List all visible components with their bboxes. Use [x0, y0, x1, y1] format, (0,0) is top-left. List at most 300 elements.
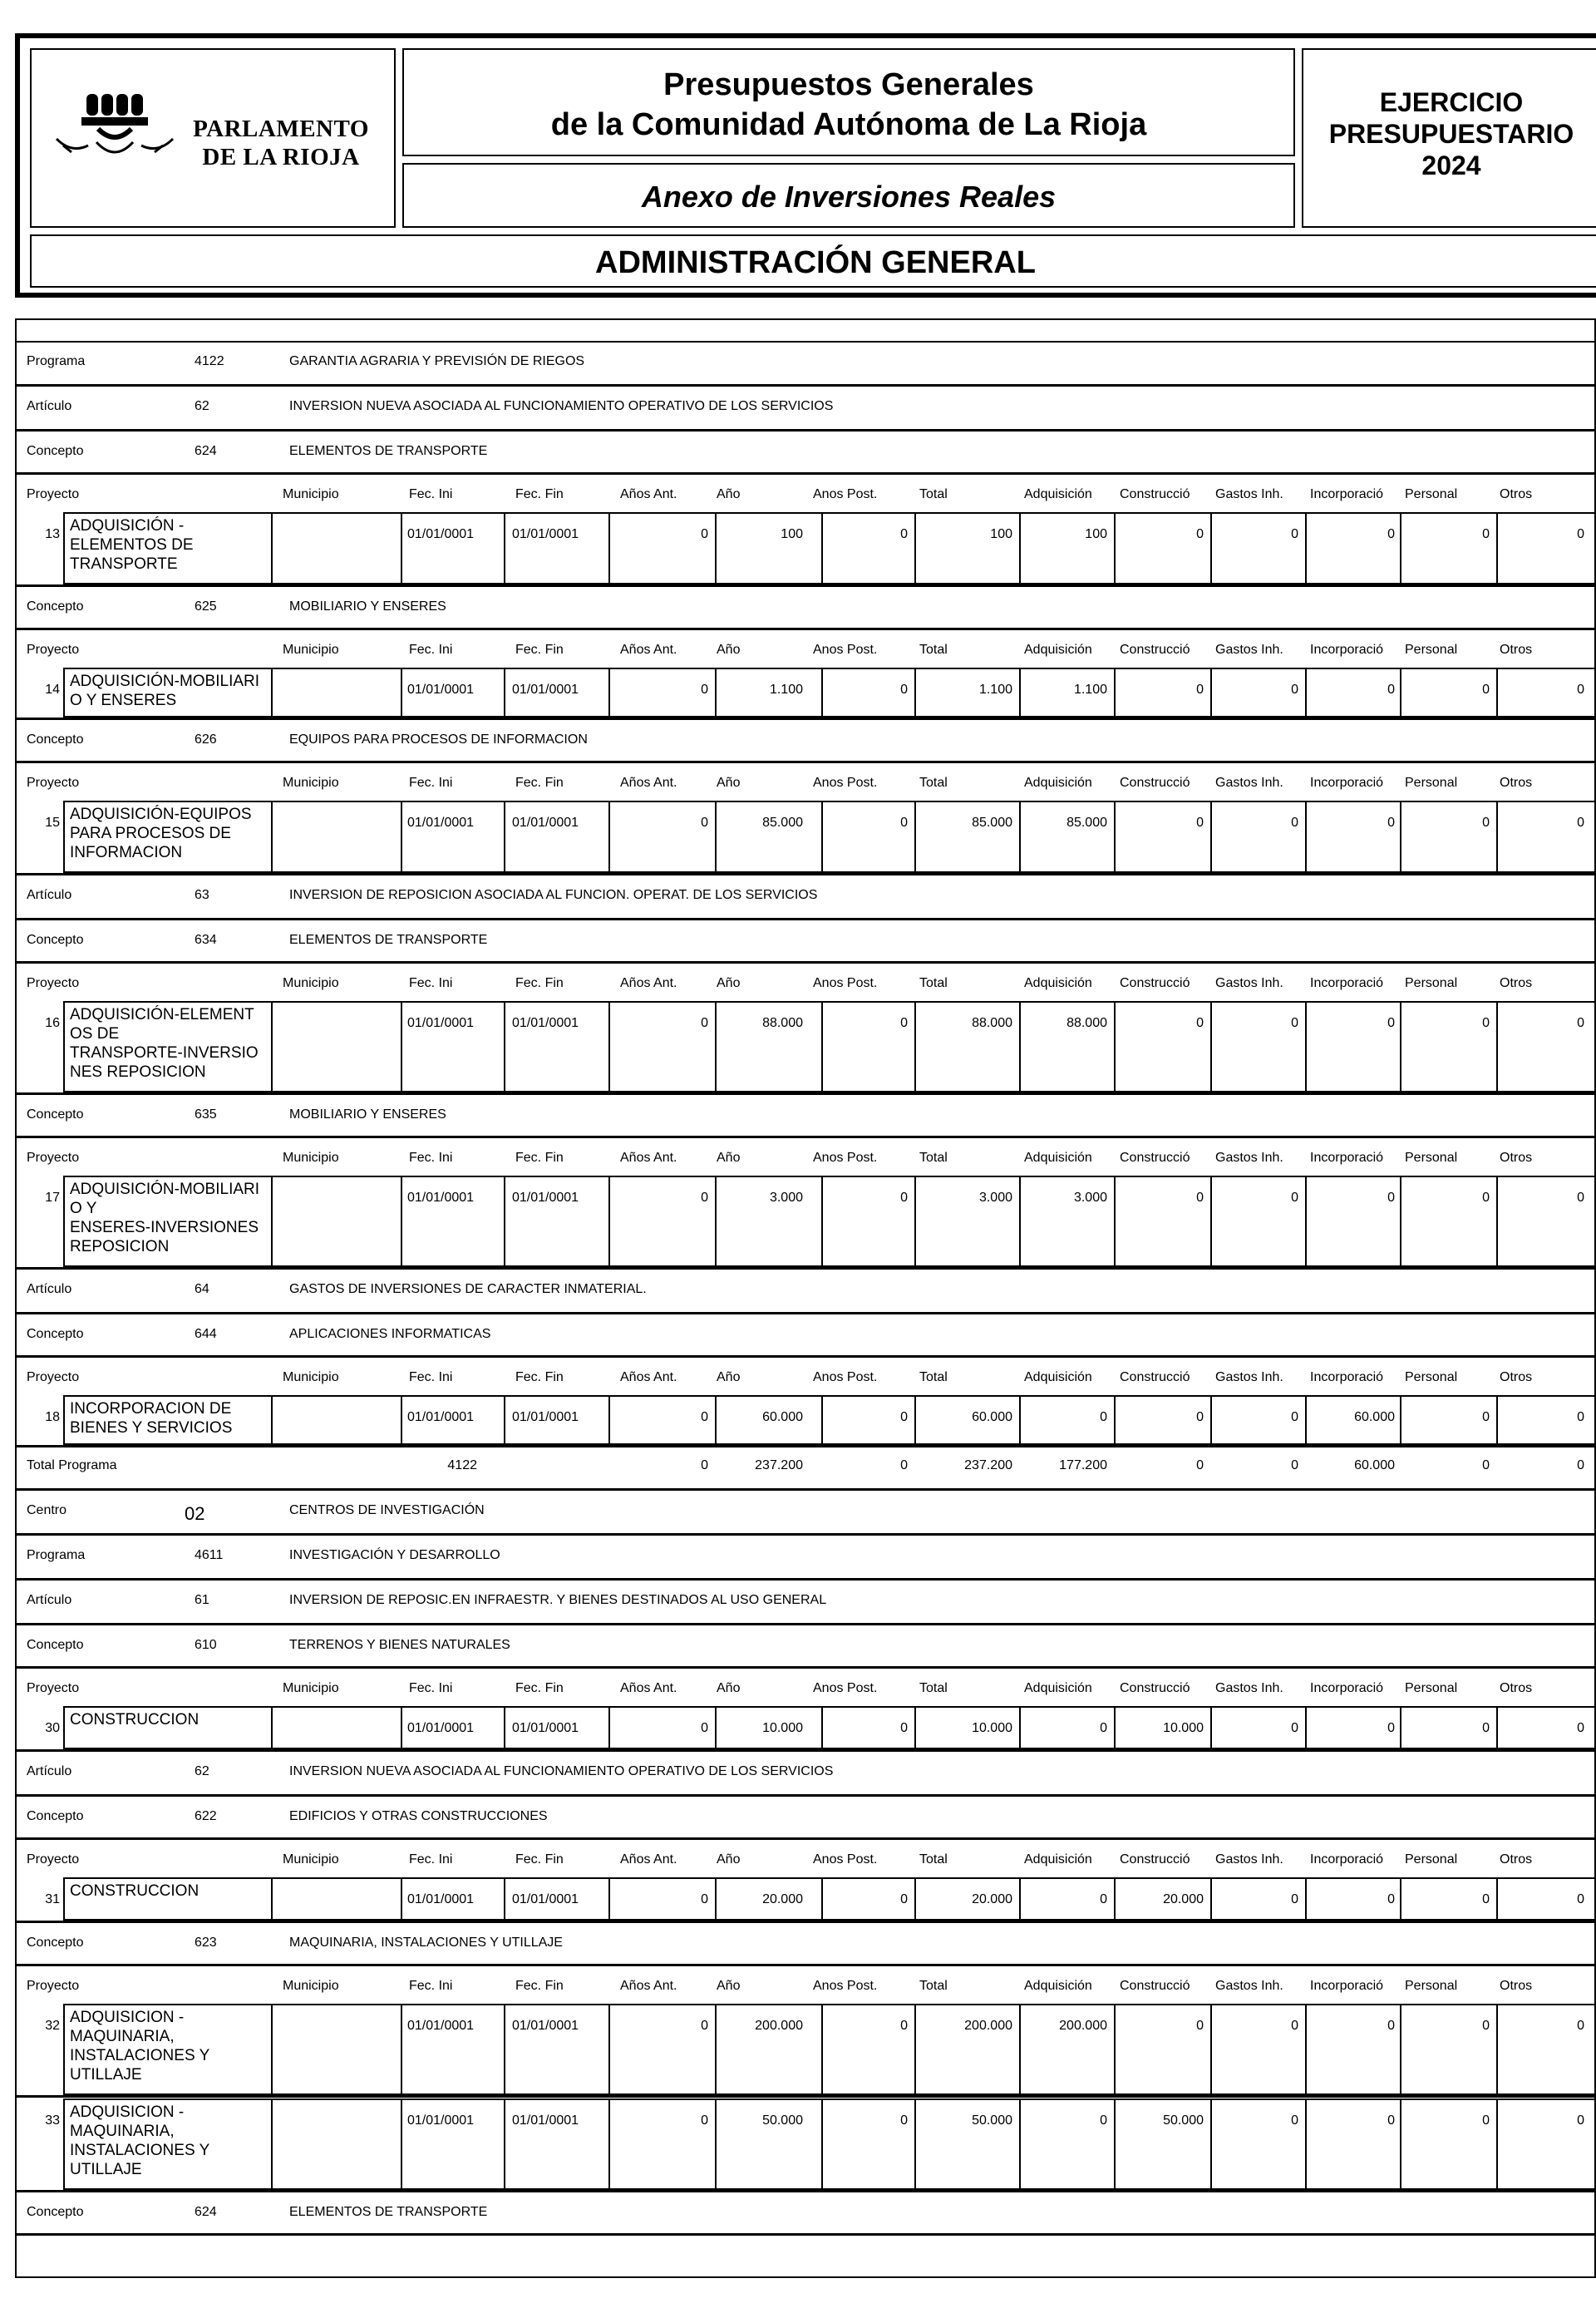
row-rule [15, 918, 1596, 920]
row-rule [15, 584, 1596, 587]
col-header-a-o: Año [717, 1151, 741, 1165]
concepto-description: ELEMENTOS DE TRANSPORTE [289, 933, 488, 947]
project-value: 0 [701, 1410, 708, 1424]
project-name-line: TRANSPORTE [70, 555, 178, 573]
project-cell [914, 1176, 1021, 1267]
project-cell [401, 2098, 505, 2190]
project-value: 0 [1482, 1191, 1490, 1205]
col-header-construcci-: Construcció [1120, 1681, 1190, 1695]
project-name-line: ADQUISICION - [70, 2103, 185, 2121]
col-header-total: Total [919, 1852, 948, 1867]
project-cell [1305, 1176, 1401, 1267]
col-header-construcci-: Construcció [1120, 487, 1190, 501]
col-header-construcci-: Construcció [1120, 776, 1190, 790]
project-number: 18 [45, 1410, 60, 1424]
col-header-proyecto: Proyecto [27, 1151, 80, 1165]
col-header-total: Total [919, 1681, 948, 1695]
project-cell [401, 801, 505, 873]
project-cell [1496, 1176, 1596, 1267]
programa-description: INVESTIGACIÓN Y DESARROLLO [289, 1548, 500, 1562]
total-value: 0 [1482, 1458, 1490, 1472]
project-start-date: 01/01/0001 [407, 2019, 475, 2033]
project-cell [1400, 1001, 1498, 1092]
concepto-description: ELEMENTOS DE TRANSPORTE [289, 2205, 488, 2219]
project-start-date: 01/01/0001 [407, 683, 475, 697]
concepto-code: 623 [195, 1936, 217, 1950]
concepto-label: Concepto [27, 599, 84, 614]
project-value: 0 [900, 816, 908, 830]
logo-box [30, 48, 396, 228]
project-value: 3.000 [978, 1191, 1012, 1205]
project-value: 3.000 [1073, 1191, 1107, 1205]
concepto-description: TERRENOS Y BIENES NATURALES [289, 1638, 510, 1652]
project-value: 0 [1196, 527, 1204, 541]
subtitle: Anexo de Inversiones Reales [641, 180, 1057, 214]
project-value: 0 [1100, 1892, 1107, 1906]
col-header-adquisici-n: Adquisición [1024, 1151, 1092, 1165]
project-value: 0 [701, 1892, 708, 1906]
concepto-label: Concepto [27, 1638, 84, 1652]
project-cell [715, 801, 823, 873]
concepto-label: Concepto [27, 1809, 84, 1823]
project-value: 1.100 [978, 683, 1012, 697]
col-header-construcci-: Construcció [1120, 1370, 1190, 1384]
project-cell [504, 2098, 610, 2190]
concepto-description: ELEMENTOS DE TRANSPORTE [289, 444, 488, 458]
project-cell [1210, 2004, 1307, 2095]
project-cell [504, 1176, 610, 1267]
project-number: 14 [45, 683, 60, 697]
project-cell [271, 1706, 402, 1749]
project-start-date: 01/01/0001 [407, 1410, 475, 1424]
col-header-a-os-ant-: Años Ant. [620, 1151, 677, 1165]
project-value: 10.000 [762, 1721, 803, 1735]
project-value: 0 [1482, 1721, 1490, 1735]
col-header-gastos-inh-: Gastos Inh. [1215, 487, 1283, 501]
project-cell [821, 1001, 916, 1092]
col-header-fec-ini: Fec. Ini [409, 643, 453, 657]
project-cell [715, 2098, 823, 2190]
project-cell [1019, 1176, 1116, 1267]
project-value: 0 [1196, 1191, 1204, 1205]
concepto-description: MOBILIARIO Y ENSERES [289, 1107, 446, 1122]
project-value: 0 [701, 1191, 708, 1205]
project-number: 33 [45, 2113, 60, 2128]
project-value: 0 [900, 527, 908, 541]
project-cell [1400, 2004, 1498, 2095]
col-header-personal: Personal [1405, 976, 1458, 990]
col-header-personal: Personal [1405, 643, 1458, 657]
project-cell [914, 1001, 1021, 1092]
project-value: 1.100 [769, 683, 803, 697]
col-header-adquisici-n: Adquisición [1024, 487, 1092, 501]
row-rule [15, 761, 1596, 763]
project-value: 0 [1482, 1892, 1490, 1906]
project-cell [1210, 2098, 1307, 2190]
col-header-a-o: Año [717, 976, 741, 990]
col-header-proyecto: Proyecto [27, 1852, 80, 1867]
total-value: 0 [900, 1458, 908, 1472]
col-header-a-os-ant-: Años Ant. [620, 487, 677, 501]
project-value: 0 [1196, 816, 1204, 830]
total-programa-code: 4122 [447, 1458, 477, 1472]
total-value: 237.200 [755, 1458, 803, 1472]
project-value: 200.000 [755, 2019, 803, 2033]
col-header-fec-ini: Fec. Ini [409, 1151, 453, 1165]
col-header-fec-ini: Fec. Ini [409, 1681, 453, 1695]
project-number: 30 [45, 1721, 60, 1735]
project-value: 20.000 [1163, 1892, 1204, 1906]
project-value: 0 [1196, 683, 1204, 697]
col-header-incorporaci-: Incorporació [1310, 776, 1384, 790]
col-header-otros: Otros [1500, 643, 1533, 657]
project-cell [1114, 512, 1212, 584]
project-value: 60.000 [1354, 1410, 1395, 1424]
col-header-incorporaci-: Incorporació [1310, 1979, 1384, 1993]
project-name-line: INSTALACIONES Y [70, 2047, 210, 2064]
project-cell [401, 1001, 505, 1092]
col-header-total: Total [919, 1151, 948, 1165]
project-value: 0 [1482, 1016, 1490, 1030]
concepto-label: Concepto [27, 2205, 84, 2219]
col-header-anos-post-: Anos Post. [813, 1370, 878, 1384]
col-header-fec-fin: Fec. Fin [515, 1151, 564, 1165]
col-header-fec-ini: Fec. Ini [409, 1979, 453, 1993]
centro-description: CENTROS DE INVESTIGACIÓN [289, 1503, 485, 1517]
project-value: 0 [1291, 1410, 1298, 1424]
col-header-anos-post-: Anos Post. [813, 1151, 878, 1165]
articulo-label: Artículo [27, 1282, 72, 1296]
project-cell [504, 801, 610, 873]
col-header-a-o: Año [717, 1852, 741, 1867]
project-cell [1496, 512, 1596, 584]
project-value: 0 [900, 1892, 908, 1906]
col-header-otros: Otros [1500, 1370, 1533, 1384]
project-value: 0 [1387, 1016, 1395, 1030]
articulo-code: 62 [195, 399, 209, 413]
project-end-date: 01/01/0001 [512, 683, 579, 697]
col-header-anos-post-: Anos Post. [813, 643, 878, 657]
articulo-description: INVERSION NUEVA ASOCIADA AL FUNCIONAMIENTO OPERATIVO DE LOS SERVICIOS [289, 1764, 834, 1778]
project-cell [271, 1877, 402, 1921]
programa-label: Programa [27, 354, 86, 368]
col-header-anos-post-: Anos Post. [813, 976, 878, 990]
project-name-line: ELEMENTOS DE [70, 536, 194, 554]
project-start-date: 01/01/0001 [407, 1892, 475, 1906]
col-header-gastos-inh-: Gastos Inh. [1215, 1681, 1283, 1695]
col-header-municipio: Municipio [283, 1852, 339, 1867]
row-rule [15, 628, 1596, 630]
project-name-line: ADQUISICIÓN-MOBILIARI [70, 1181, 260, 1198]
project-end-date: 01/01/0001 [512, 527, 579, 541]
project-value: 0 [1577, 816, 1584, 830]
col-header-gastos-inh-: Gastos Inh. [1215, 1979, 1283, 1993]
row-rule [15, 1267, 1596, 1270]
project-cell [1210, 512, 1307, 584]
col-header-fec-fin: Fec. Fin [515, 976, 564, 990]
project-value: 50.000 [762, 2113, 803, 2128]
project-number: 31 [45, 1892, 60, 1906]
project-cell [821, 2004, 916, 2095]
project-start-date: 01/01/0001 [407, 1016, 475, 1030]
centro-code: 02 [185, 1503, 205, 1524]
project-cell [821, 512, 916, 584]
project-cell [271, 1395, 402, 1445]
concepto-description: EQUIPOS PARA PROCESOS DE INFORMACION [289, 732, 588, 747]
project-name-line: O Y ENSERES [70, 692, 177, 709]
project-name-line: BIENES Y SERVICIOS [70, 1419, 233, 1437]
articulo-label: Artículo [27, 1593, 72, 1607]
col-header-gastos-inh-: Gastos Inh. [1215, 976, 1283, 990]
project-name-line: PARA PROCESOS DE [70, 825, 231, 842]
col-header-anos-post-: Anos Post. [813, 487, 878, 501]
col-header-a-os-ant-: Años Ant. [620, 776, 677, 790]
project-cell [1496, 2098, 1596, 2190]
project-cell [1305, 1001, 1401, 1092]
col-header-total: Total [919, 487, 948, 501]
concepto-code: 626 [195, 732, 217, 747]
project-cell [401, 2004, 505, 2095]
table-top-rule [15, 341, 1596, 343]
concepto-description: EDIFICIOS Y OTRAS CONSTRUCCIONES [289, 1809, 548, 1823]
project-cell [1019, 801, 1116, 873]
articulo-description: INVERSION DE REPOSICION ASOCIADA AL FUNCION. OPERAT. DE LOS SERVICIOS [289, 888, 818, 902]
row-rule [15, 1921, 1596, 1923]
col-header-a-os-ant-: Años Ant. [620, 1852, 677, 1867]
section-title-box [30, 234, 1596, 288]
concepto-code: 644 [195, 1327, 217, 1341]
col-header-a-o: Año [717, 776, 741, 790]
project-value: 88.000 [762, 1016, 803, 1030]
project-name-line: ADQUISICIÓN - [70, 517, 185, 535]
articulo-description: INVERSION NUEVA ASOCIADA AL FUNCIONAMIENTO OPERATIVO DE LOS SERVICIOS [289, 399, 834, 413]
project-cell [271, 801, 402, 873]
project-value: 0 [1482, 1410, 1490, 1424]
project-value: 0 [1291, 1892, 1298, 1906]
project-cell [1019, 2098, 1116, 2190]
col-header-total: Total [919, 1370, 948, 1384]
project-name-line: ENSERES-INVERSIONES [70, 1219, 259, 1236]
project-name-line: ADQUISICIÓN-MOBILIARI [70, 673, 260, 690]
project-value: 0 [900, 2019, 908, 2033]
row-rule [15, 1578, 1596, 1581]
project-value: 0 [1291, 1721, 1298, 1735]
col-header-gastos-inh-: Gastos Inh. [1215, 1151, 1283, 1165]
concepto-label: Concepto [27, 1107, 84, 1122]
project-value: 0 [701, 683, 708, 697]
col-header-total: Total [919, 976, 948, 990]
centro-label: Centro [27, 1503, 67, 1517]
concepto-description: APLICACIONES INFORMATICAS [289, 1327, 491, 1341]
project-value: 85.000 [762, 816, 803, 830]
project-cell [821, 801, 916, 873]
logo-text [190, 115, 372, 171]
project-value: 60.000 [972, 1410, 1012, 1424]
col-header-otros: Otros [1500, 1979, 1533, 1993]
project-cell [1400, 801, 1498, 873]
project-cell [1400, 2098, 1498, 2190]
project-value: 0 [1291, 683, 1298, 697]
project-value: 0 [1387, 1721, 1395, 1735]
project-value: 0 [1100, 2113, 1107, 2128]
col-header-adquisici-n: Adquisición [1024, 1370, 1092, 1384]
row-rule [15, 873, 1596, 875]
total-programa-label: Total Programa [27, 1458, 117, 1472]
concepto-label: Concepto [27, 1327, 84, 1341]
project-cell [1305, 512, 1401, 584]
project-cell [271, 1001, 402, 1092]
project-value: 0 [1291, 1191, 1298, 1205]
project-value: 0 [900, 1410, 908, 1424]
project-name-line: UTILLAJE [70, 2161, 142, 2178]
project-value: 0 [1482, 816, 1490, 830]
programa-code: 4611 [195, 1548, 224, 1562]
project-value: 0 [1577, 2019, 1584, 2033]
project-value: 200.000 [964, 2019, 1012, 2033]
col-header-fec-ini: Fec. Ini [409, 976, 453, 990]
col-header-anos-post-: Anos Post. [813, 1852, 878, 1867]
row-rule [15, 718, 1596, 720]
project-value: 20.000 [762, 1892, 803, 1906]
col-header-adquisici-n: Adquisición [1024, 776, 1092, 790]
project-value: 0 [1482, 683, 1490, 697]
col-header-a-os-ant-: Años Ant. [620, 1681, 677, 1695]
row-rule [15, 1749, 1596, 1752]
project-cell [271, 2098, 402, 2190]
col-header-personal: Personal [1405, 1979, 1458, 1993]
project-cell [271, 1176, 402, 1267]
total-value: 0 [1291, 1458, 1298, 1472]
col-header-incorporaci-: Incorporació [1310, 1681, 1384, 1695]
project-value: 0 [701, 816, 708, 830]
col-header-a-o: Año [717, 487, 741, 501]
col-header-municipio: Municipio [283, 1979, 339, 1993]
project-value: 0 [1387, 527, 1395, 541]
row-rule [15, 1092, 1596, 1095]
articulo-label: Artículo [27, 888, 72, 902]
project-value: 0 [1387, 816, 1395, 830]
project-cell [1019, 1001, 1116, 1092]
project-cell [1114, 1176, 1212, 1267]
project-value: 0 [1387, 683, 1395, 697]
project-value: 0 [701, 2113, 708, 2128]
project-value: 0 [701, 1721, 708, 1735]
project-value: 1.100 [1073, 683, 1107, 697]
concepto-code: 634 [195, 933, 217, 947]
project-cell [1114, 2098, 1212, 2190]
concepto-code: 610 [195, 1638, 217, 1652]
project-number: 16 [45, 1016, 60, 1030]
project-cell [1400, 1176, 1498, 1267]
title-line2: de la Comunidad Autónoma de La Rioja [550, 107, 1147, 142]
row-rule [15, 1837, 1596, 1840]
project-value: 0 [1196, 1016, 1204, 1030]
project-name-line: INSTALACIONES Y [70, 2142, 210, 2159]
articulo-description: INVERSION DE REPOSIC.EN INFRAESTR. Y BIENES DESTINADOS AL USO GENERAL [289, 1593, 827, 1607]
col-header-construcci-: Construcció [1120, 1151, 1190, 1165]
project-start-date: 01/01/0001 [407, 527, 475, 541]
row-rule [15, 1533, 1596, 1536]
col-header-construcci-: Construcció [1120, 1979, 1190, 1993]
articulo-label: Artículo [27, 1764, 72, 1778]
row-rule [15, 472, 1596, 475]
project-end-date: 01/01/0001 [512, 1721, 579, 1735]
project-cell [608, 2098, 717, 2190]
document-header [15, 33, 1596, 298]
project-name-line: ADQUISICIÓN-EQUIPOS [70, 806, 252, 823]
row-rule [15, 2233, 1596, 2236]
project-end-date: 01/01/0001 [512, 2019, 579, 2033]
project-value: 0 [900, 1191, 908, 1205]
concepto-label: Concepto [27, 444, 84, 458]
project-value: 0 [1387, 1191, 1395, 1205]
project-value: 0 [900, 1721, 908, 1735]
project-value: 10.000 [972, 1721, 1012, 1735]
project-cell [1305, 2098, 1401, 2190]
project-cell [914, 801, 1021, 873]
articulo-label: Artículo [27, 399, 72, 413]
col-header-fec-fin: Fec. Fin [515, 643, 564, 657]
col-header-fec-fin: Fec. Fin [515, 1979, 564, 1993]
project-name-line: OS DE [70, 1025, 120, 1043]
col-header-fec-ini: Fec. Ini [409, 487, 453, 501]
concepto-label: Concepto [27, 933, 84, 947]
title-box [402, 48, 1295, 156]
concepto-description: MAQUINARIA, INSTALACIONES Y UTILLAJE [289, 1936, 563, 1950]
project-value: 100 [1085, 527, 1107, 541]
col-header-personal: Personal [1405, 487, 1458, 501]
row-rule [15, 429, 1596, 432]
project-end-date: 01/01/0001 [512, 1191, 579, 1205]
project-value: 0 [1577, 683, 1584, 697]
parliament-logo-icon [55, 87, 180, 179]
col-header-incorporaci-: Incorporació [1310, 976, 1384, 990]
fiscal-year-box [1302, 48, 1596, 228]
project-value: 0 [1387, 2113, 1395, 2128]
programa-description: GARANTIA AGRARIA Y PREVISIÓN DE RIEGOS [289, 354, 585, 368]
project-cell [1305, 2004, 1401, 2095]
project-name-line: NES REPOSICION [70, 1063, 206, 1081]
concepto-description: MOBILIARIO Y ENSERES [289, 599, 446, 614]
articulo-code: 64 [195, 1282, 209, 1296]
project-cell [821, 1176, 916, 1267]
col-header-total: Total [919, 643, 948, 657]
project-value: 0 [1577, 1410, 1584, 1424]
project-value: 0 [1387, 2019, 1395, 2033]
col-header-adquisici-n: Adquisición [1024, 643, 1092, 657]
project-value: 85.000 [972, 816, 1012, 830]
project-cell [1496, 801, 1596, 873]
concepto-code: 635 [195, 1107, 217, 1122]
total-value: 177.200 [1059, 1458, 1107, 1472]
project-value: 0 [1291, 2113, 1298, 2128]
programa-label: Programa [27, 1548, 86, 1562]
col-header-personal: Personal [1405, 1151, 1458, 1165]
project-name-line: ADQUISICION - [70, 2009, 185, 2026]
concepto-code: 625 [195, 599, 217, 614]
project-name-line: MAQUINARIA, [70, 2123, 175, 2140]
col-header-personal: Personal [1405, 1852, 1458, 1867]
col-header-adquisici-n: Adquisición [1024, 1979, 1092, 1993]
project-value: 88.000 [972, 1016, 1012, 1030]
project-name-line: INFORMACION [70, 844, 183, 861]
row-rule [15, 1964, 1596, 1966]
project-value: 88.000 [1066, 1016, 1107, 1030]
project-cell [1210, 1001, 1307, 1092]
project-cell [271, 668, 402, 718]
col-header-municipio: Municipio [283, 487, 339, 501]
col-header-anos-post-: Anos Post. [813, 776, 878, 790]
